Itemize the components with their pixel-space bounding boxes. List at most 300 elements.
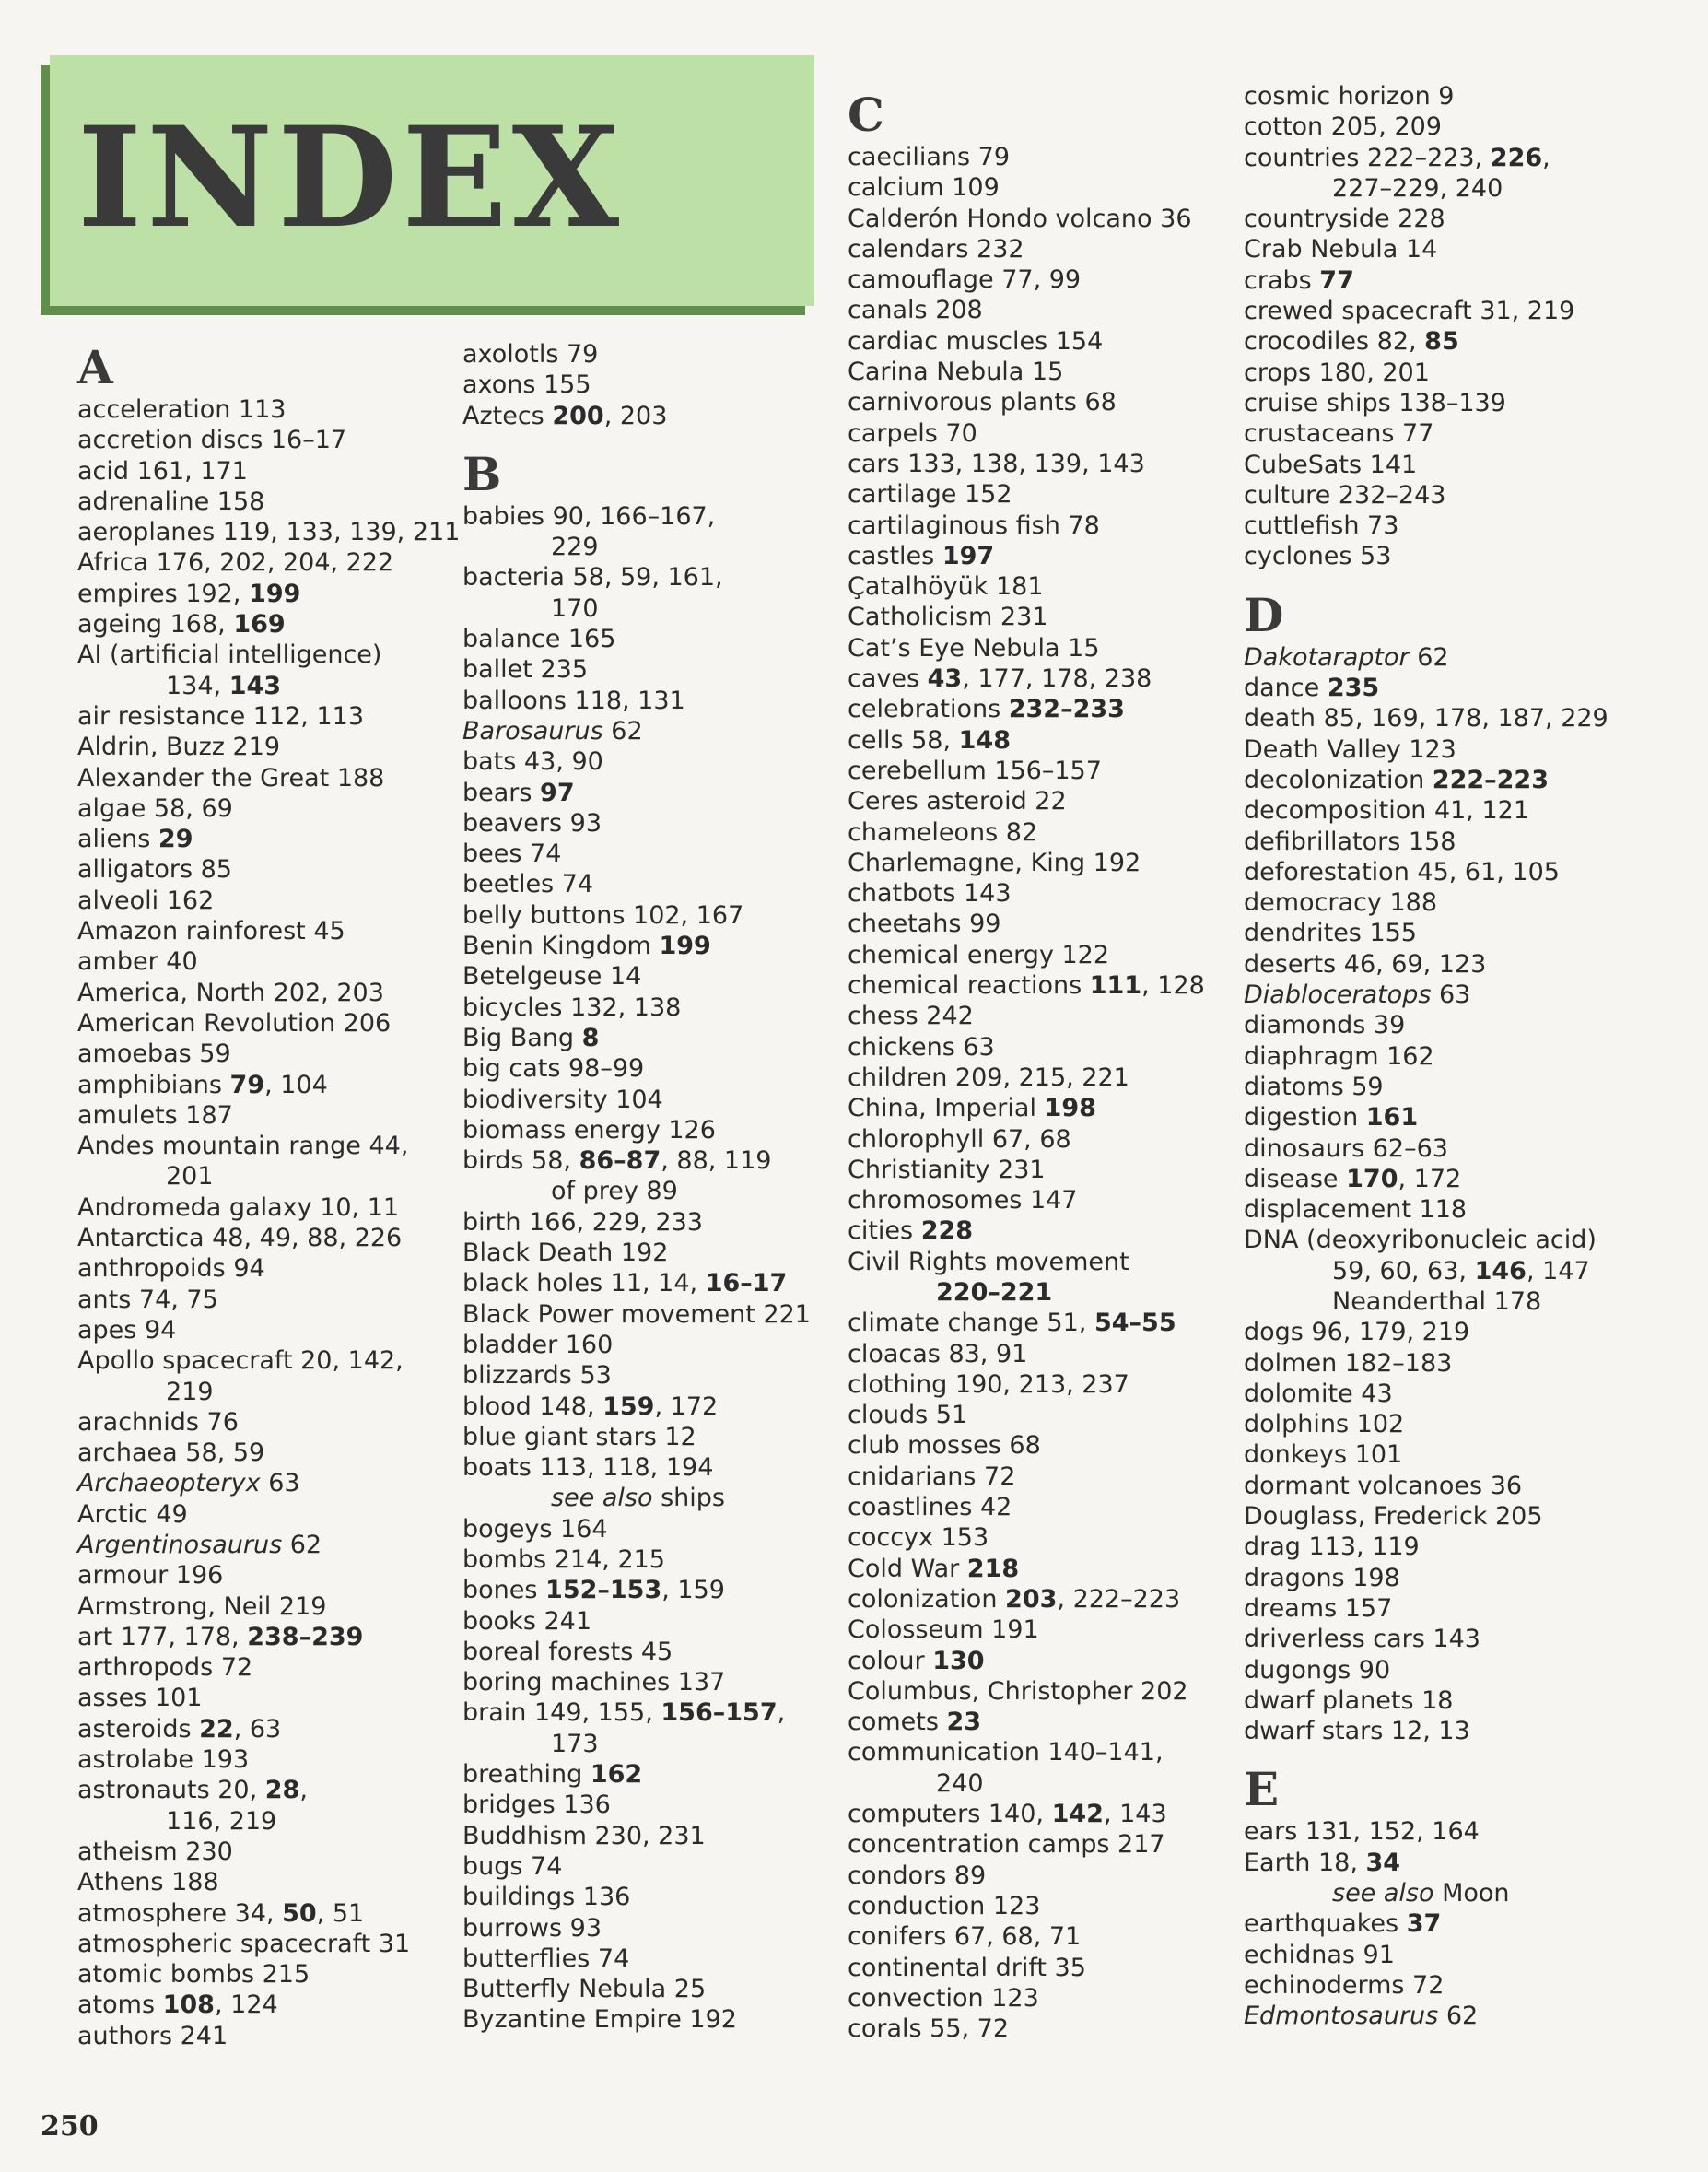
entry-text: cerebellum 156–157 — [848, 756, 1102, 785]
entry-text: Çatalhöyük 181 — [848, 572, 1044, 602]
index-column-4 — [1244, 81, 1631, 2032]
entry-text: clouds 51 — [848, 1401, 968, 1430]
entry-text: chess 242 — [848, 1002, 974, 1031]
index-entry — [1244, 1164, 1631, 1194]
entry-text: 170 — [1346, 1164, 1398, 1193]
index-entry — [1244, 81, 1631, 112]
index-entry — [1244, 703, 1631, 734]
entry-text: Douglass, Frederick 205 — [1244, 1502, 1543, 1532]
index-entry — [848, 1614, 1234, 1645]
index-entry — [77, 456, 441, 487]
index-entry — [848, 1308, 1234, 1338]
entry-text: dolomite 43 — [1244, 1379, 1393, 1408]
index-entry — [1244, 326, 1631, 357]
index-entry — [1244, 1409, 1631, 1439]
index-entry — [77, 1253, 441, 1284]
entry-text: 170 — [551, 593, 599, 623]
entry-text: cruise ships 138–139 — [1244, 388, 1506, 417]
index-entry — [462, 1514, 826, 1544]
index-entry — [1244, 1685, 1631, 1716]
index-entry — [1244, 511, 1631, 541]
entry-text: cities — [848, 1216, 921, 1246]
index-entry — [848, 1492, 1234, 1522]
entry-text: computers 140, — [848, 1800, 1052, 1829]
index-entry — [848, 1001, 1234, 1031]
entry-text: 62 — [282, 1530, 322, 1559]
index-entry — [848, 1369, 1234, 1400]
entry-text: axons 155 — [462, 370, 591, 400]
entry-text: corals 55, 72 — [848, 2014, 1010, 2044]
entry-text: biomass energy 126 — [462, 1115, 716, 1145]
entry-text: coccyx 153 — [848, 1523, 989, 1553]
index-entry — [1244, 1593, 1631, 1624]
entry-text: Catholicism 231 — [848, 603, 1048, 632]
entry-text: Africa 176, 202, 204, 222 — [77, 548, 394, 578]
index-entry — [848, 2014, 1234, 2044]
entry-text: cells 58, — [848, 725, 959, 755]
entry-text: Argentinosaurus — [77, 1530, 283, 1559]
index-entry — [462, 931, 826, 961]
index-entry — [462, 370, 826, 400]
index-entry — [77, 1223, 441, 1253]
entry-text: Crab Nebula 14 — [1244, 235, 1438, 264]
entry-text: apes 94 — [77, 1315, 177, 1344]
entry-text: Benin Kingdom — [462, 932, 660, 961]
index-entry — [1244, 450, 1631, 480]
index-entry — [77, 487, 441, 517]
entry-text: conduction 123 — [848, 1891, 1041, 1920]
entry-text: Andromeda galaxy 10, 11 — [77, 1192, 400, 1222]
entry-text: China, Imperial — [848, 1094, 1045, 1123]
entry-text: atmospheric spacecraft 31 — [77, 1929, 411, 1958]
entry-text: axolotls 79 — [462, 340, 599, 369]
entry-text: adrenaline 158 — [77, 487, 265, 516]
entry-text: , 128 — [1141, 971, 1205, 1001]
index-entry — [77, 579, 441, 609]
index-entry — [1244, 1317, 1631, 1347]
entry-text: earthquakes — [1244, 1909, 1407, 1939]
index-entry — [462, 1821, 826, 1851]
index-entry — [462, 1667, 826, 1697]
entry-text: cnidarians 72 — [848, 1462, 1016, 1491]
entry-text: chromosomes 147 — [848, 1186, 1078, 1215]
entry-text: , — [299, 1776, 308, 1805]
section-letter: A — [77, 340, 113, 394]
entry-text: art 177, 178, — [77, 1622, 248, 1651]
index-entry — [462, 992, 826, 1023]
entry-text: AI (artificial intelligence) — [77, 640, 382, 670]
index-entry — [77, 793, 441, 824]
entry-text: 146 — [1474, 1256, 1527, 1286]
entry-text: anthropoids 94 — [77, 1254, 265, 1284]
entry-text: see also — [1332, 1879, 1434, 1908]
index-entry — [77, 1407, 441, 1438]
entry-text: alveoli 162 — [77, 886, 215, 915]
index-entry — [462, 1882, 826, 1912]
index-entry — [848, 295, 1234, 325]
entry-text: carnivorous plants 68 — [848, 388, 1117, 417]
index-entry — [462, 2004, 826, 2035]
entry-text: diatoms 59 — [1244, 1072, 1384, 1101]
entry-text: Apollo spacecraft 20, 142, — [77, 1346, 404, 1376]
entry-text: deserts 46, 69, 123 — [1244, 949, 1487, 979]
entry-text: Charlemagne, King 192 — [848, 848, 1141, 877]
entry-text: crocodiles 82, — [1244, 327, 1425, 357]
entry-text: acid 161, 171 — [77, 456, 248, 486]
index-entry — [1244, 112, 1631, 142]
entry-text: boring machines 137 — [462, 1668, 726, 1697]
entry-text: dreams 157 — [1244, 1593, 1393, 1623]
entry-text: atoms — [77, 1990, 163, 2020]
index-entry — [1244, 1970, 1631, 2001]
index-entry — [1244, 418, 1631, 449]
entry-text: algae 58, 69 — [77, 793, 233, 823]
entry-text: Black Death 192 — [462, 1239, 669, 1268]
entry-text: 62 — [1438, 2002, 1479, 2031]
index-entry — [1244, 541, 1631, 571]
index-entry — [1244, 204, 1631, 234]
entry-text: culture 232–243 — [1244, 480, 1446, 510]
index-entry — [848, 1829, 1234, 1860]
entry-text: aeroplanes 119, 133, 139, 211 — [77, 518, 461, 547]
index-entry — [848, 1093, 1234, 1123]
index-entry — [848, 1891, 1234, 1921]
entry-text: 77 — [1319, 265, 1354, 295]
index-entry — [1244, 980, 1631, 1010]
entry-text: Calderón Hondo volcano 36 — [848, 204, 1192, 233]
index-entry — [77, 1744, 441, 1775]
entry-text: Arctic 49 — [77, 1499, 188, 1529]
index-entry — [462, 1606, 826, 1637]
entry-text: disease — [1244, 1164, 1347, 1193]
entry-text: club mosses 68 — [848, 1431, 1041, 1461]
index-entry — [462, 686, 826, 716]
entry-text: 222–223 — [1432, 765, 1550, 794]
index-entry — [1244, 1563, 1631, 1593]
index-entry — [462, 339, 826, 370]
entry-text: Big Bang — [462, 1023, 582, 1052]
entry-text: 142 — [1051, 1800, 1104, 1829]
entry-text: driverless cars 143 — [1244, 1625, 1480, 1654]
index-entry — [77, 1775, 441, 1837]
entry-text: , — [1542, 143, 1550, 172]
index-entry — [848, 878, 1234, 909]
entry-text: dugongs 90 — [1244, 1655, 1391, 1685]
entry-text: 143 — [228, 671, 282, 700]
entry-text: crustaceans 77 — [1244, 419, 1434, 449]
entry-text: echinoderms 72 — [1244, 1970, 1445, 2000]
entry-text: asteroids — [77, 1714, 200, 1743]
index-entry — [462, 562, 826, 624]
entry-text: 200 — [552, 401, 604, 430]
entry-text: amber 40 — [77, 947, 198, 977]
index-entry — [848, 633, 1234, 663]
index-entry — [848, 541, 1234, 571]
index-entry — [1244, 1471, 1631, 1501]
entry-text: America, North 202, 203 — [77, 978, 384, 1007]
index-entry — [848, 479, 1234, 510]
index-entry — [848, 909, 1234, 939]
entry-text: 8 — [581, 1023, 600, 1052]
entry-text: bridges 136 — [462, 1790, 611, 1820]
entry-text: Aztecs — [462, 401, 553, 430]
index-entry — [1244, 795, 1631, 826]
entry-text: democracy 188 — [1244, 888, 1438, 918]
index-entry — [1244, 1225, 1631, 1317]
section-letter: C — [848, 88, 884, 142]
entry-text: Butterfly Nebula 25 — [462, 1975, 707, 2004]
index-entry — [1244, 1716, 1631, 1746]
index-entry — [1244, 765, 1631, 795]
index-entry — [848, 172, 1234, 203]
entry-text: 116, 219 — [166, 1806, 277, 1836]
entry-text: aliens — [77, 825, 158, 854]
entry-text: diamonds 39 — [1244, 1011, 1406, 1040]
index-entry — [848, 387, 1234, 417]
index-entry — [848, 1953, 1234, 1983]
entry-text: 63 — [260, 1469, 300, 1498]
index-entry — [1244, 1940, 1631, 1970]
entry-text: 62 — [1409, 642, 1449, 672]
index-entry — [462, 716, 826, 746]
entry-text: bees 74 — [462, 839, 562, 869]
entry-text: 29 — [158, 825, 193, 854]
entry-text: , 51 — [316, 1898, 365, 1928]
entry-text: babies 90, 166–167, — [462, 501, 716, 531]
index-entry — [848, 1983, 1234, 2014]
index-entry — [462, 1790, 826, 1820]
index-entry — [77, 1683, 441, 1713]
entry-text: blood 148, — [462, 1391, 603, 1421]
entry-text: Columbus, Christopher 202 — [848, 1676, 1188, 1706]
entry-text: 203 — [1005, 1584, 1058, 1614]
entry-text: cuttlefish 73 — [1244, 511, 1399, 541]
index-entry — [77, 517, 461, 547]
entry-text: Colosseum 191 — [848, 1615, 1039, 1645]
entry-text: calendars 232 — [848, 234, 1024, 264]
index-entry — [462, 401, 826, 431]
entry-text: beavers 93 — [462, 808, 602, 838]
index-entry — [77, 1285, 441, 1315]
index-entry — [1244, 1133, 1631, 1164]
index-column-3 — [848, 88, 1234, 2044]
entry-text: amphibians — [77, 1070, 230, 1099]
entry-text: 50 — [282, 1898, 317, 1928]
entry-text: cheetahs 99 — [848, 910, 1001, 939]
entry-text: 111 — [1089, 971, 1142, 1001]
index-entry — [77, 547, 441, 578]
entry-text: Death Valley 123 — [1244, 734, 1456, 764]
index-entry — [848, 449, 1234, 479]
index-entry — [462, 1913, 826, 1943]
entry-text: 23 — [946, 1708, 982, 1737]
entry-text: bugs 74 — [462, 1851, 563, 1881]
entry-text: Betelgeuse 14 — [462, 962, 642, 992]
index-entry — [77, 1131, 441, 1192]
entry-text: , 63 — [233, 1714, 282, 1743]
index-entry — [1244, 887, 1631, 918]
index-entry — [1244, 234, 1631, 264]
index-section — [462, 448, 826, 2036]
index-entry — [462, 1391, 826, 1422]
entry-text: 240 — [936, 1768, 984, 1798]
index-entry — [462, 746, 826, 777]
entry-text: diaphragm 162 — [1244, 1041, 1434, 1071]
entry-text: drag 113, 119 — [1244, 1532, 1420, 1562]
entry-text: 54–55 — [1094, 1309, 1176, 1338]
index-entry — [462, 1974, 826, 2004]
index-entry — [1244, 1439, 1631, 1470]
entry-text: ballet 235 — [462, 655, 589, 685]
index-entry — [848, 756, 1234, 786]
index-entry — [77, 1867, 441, 1897]
entry-text: 161 — [1365, 1103, 1419, 1133]
index-entry — [848, 326, 1234, 357]
index-entry — [1244, 949, 1631, 980]
index-entry — [848, 1799, 1234, 1829]
entry-text: 97 — [540, 778, 575, 807]
index-entry — [462, 1422, 826, 1452]
entry-text: arthropods 72 — [77, 1653, 253, 1683]
entry-text: 148 — [958, 725, 1012, 755]
entry-text: crabs — [1244, 265, 1320, 295]
index-entry — [77, 1837, 441, 1867]
index-entry — [1244, 358, 1631, 388]
entry-text: climate change 51, — [848, 1309, 1094, 1338]
entry-text: Neanderthal 178 — [1332, 1286, 1542, 1316]
entry-text: black holes 11, 14, — [462, 1269, 706, 1298]
index-entry — [848, 1584, 1234, 1614]
entry-text: , 172 — [1398, 1164, 1462, 1193]
index-entry — [462, 1759, 826, 1790]
index-entry — [1244, 1072, 1631, 1102]
index-entry — [77, 1070, 441, 1100]
entry-text: Edmontosaurus — [1244, 2002, 1439, 2031]
entry-text: countryside 228 — [1244, 205, 1445, 234]
entry-text: butterflies 74 — [462, 1943, 630, 1973]
entry-text: 229 — [551, 533, 599, 562]
entry-text: dormant volcanoes 36 — [1244, 1471, 1523, 1500]
entry-text: , 222–223 — [1057, 1584, 1181, 1614]
index-entry — [848, 940, 1234, 970]
entry-text: communication 140–141, — [848, 1738, 1164, 1767]
entry-text: brain 149, 155, — [462, 1698, 661, 1728]
entry-text: 173 — [551, 1729, 599, 1758]
index-entry — [462, 1023, 826, 1053]
entry-text: dolmen 182–183 — [1244, 1348, 1453, 1378]
index-entry — [848, 571, 1234, 602]
index-entry — [848, 1737, 1234, 1799]
index-entry — [462, 1697, 826, 1759]
entry-text: clothing 190, 213, 237 — [848, 1369, 1129, 1399]
index-entry — [848, 694, 1234, 724]
entry-text: astronauts 20, — [77, 1776, 265, 1805]
index-entry — [77, 1530, 441, 1560]
entry-text: death 85, 169, 178, 187, 229 — [1244, 704, 1609, 734]
index-entry — [77, 946, 441, 977]
entry-text: chlorophyll 67, 68 — [848, 1124, 1071, 1154]
index-entry — [77, 1959, 441, 1990]
entry-text: , 172 — [654, 1391, 719, 1421]
index-entry — [462, 1053, 826, 1084]
entry-text: colour — [848, 1646, 933, 1675]
entry-text: , 203 — [603, 401, 668, 430]
index-entry — [77, 1898, 441, 1929]
section-letter: B — [462, 446, 502, 501]
entry-text: 232–233 — [1008, 695, 1125, 724]
index-entry — [1244, 827, 1631, 857]
index-entry — [848, 970, 1234, 1001]
entry-text: 199 — [249, 579, 301, 608]
entry-text: decomposition 41, 121 — [1244, 796, 1529, 826]
entry-text: condors 89 — [848, 1861, 987, 1890]
index-entry — [462, 1207, 826, 1238]
entry-text: Diabloceratops — [1244, 980, 1432, 1010]
index-entry — [1244, 1348, 1631, 1379]
entry-text: 62 — [602, 716, 643, 746]
entry-text: burrows 93 — [462, 1913, 602, 1943]
index-entry — [77, 1345, 441, 1407]
entry-text: , 177, 178, 238 — [962, 664, 1152, 694]
entry-text: DNA (deoxyribonucleic acid) — [1244, 1226, 1597, 1255]
entry-text: Carina Nebula 15 — [848, 358, 1064, 387]
entry-text: boreal forests 45 — [462, 1637, 673, 1666]
index-entry — [848, 1554, 1234, 1584]
entry-text: armour 196 — [77, 1561, 224, 1591]
index-entry — [1244, 1908, 1631, 1939]
entry-text: CubeSats 141 — [1244, 450, 1418, 479]
entry-text: 152–153 — [545, 1576, 662, 1605]
index-entry — [848, 1921, 1234, 1952]
entry-text: bears — [462, 778, 541, 807]
entry-text: canals 208 — [848, 296, 983, 325]
entry-text: birds 58, — [462, 1146, 579, 1176]
index-entry — [848, 725, 1234, 756]
entry-text: Moon — [1433, 1879, 1510, 1908]
index-entry — [848, 1430, 1234, 1461]
index-entry — [462, 1637, 826, 1667]
entry-text: Athens 188 — [77, 1868, 219, 1897]
entry-text: atomic bombs 215 — [77, 1960, 310, 1990]
entry-text: amulets 187 — [77, 1100, 233, 1130]
entry-text: asses 101 — [77, 1684, 203, 1713]
entry-text: Buddhism 230, 231 — [462, 1821, 706, 1850]
index-entry — [77, 1100, 441, 1131]
index-entry — [462, 1452, 826, 1514]
index-entry — [77, 763, 441, 793]
index-entry — [77, 1990, 441, 2020]
entry-text: Barosaurus — [462, 716, 603, 746]
entry-text: 108 — [162, 1990, 215, 2020]
index-entry — [462, 808, 826, 839]
index-column-1 — [77, 340, 461, 2051]
index-entry — [848, 663, 1234, 694]
entry-text: Andes mountain range 44, — [77, 1132, 409, 1161]
entry-text: empires 192, — [77, 579, 250, 608]
index-entry — [462, 1330, 826, 1360]
index-entry — [462, 778, 826, 808]
index-entry — [848, 1400, 1234, 1430]
entry-text: , 124 — [214, 1990, 278, 2020]
entry-text: celebrations — [848, 695, 1009, 724]
index-entry — [1244, 1848, 1631, 1909]
entry-text: cotton 205, 209 — [1244, 112, 1442, 142]
entry-text: chemical energy 122 — [848, 940, 1110, 969]
entry-text: American Revolution 206 — [77, 1008, 392, 1038]
entry-text: concentration camps 217 — [848, 1830, 1165, 1860]
entry-text: deforestation 45, 61, 105 — [1244, 857, 1560, 886]
entry-text: Aldrin, Buzz 219 — [77, 733, 281, 762]
